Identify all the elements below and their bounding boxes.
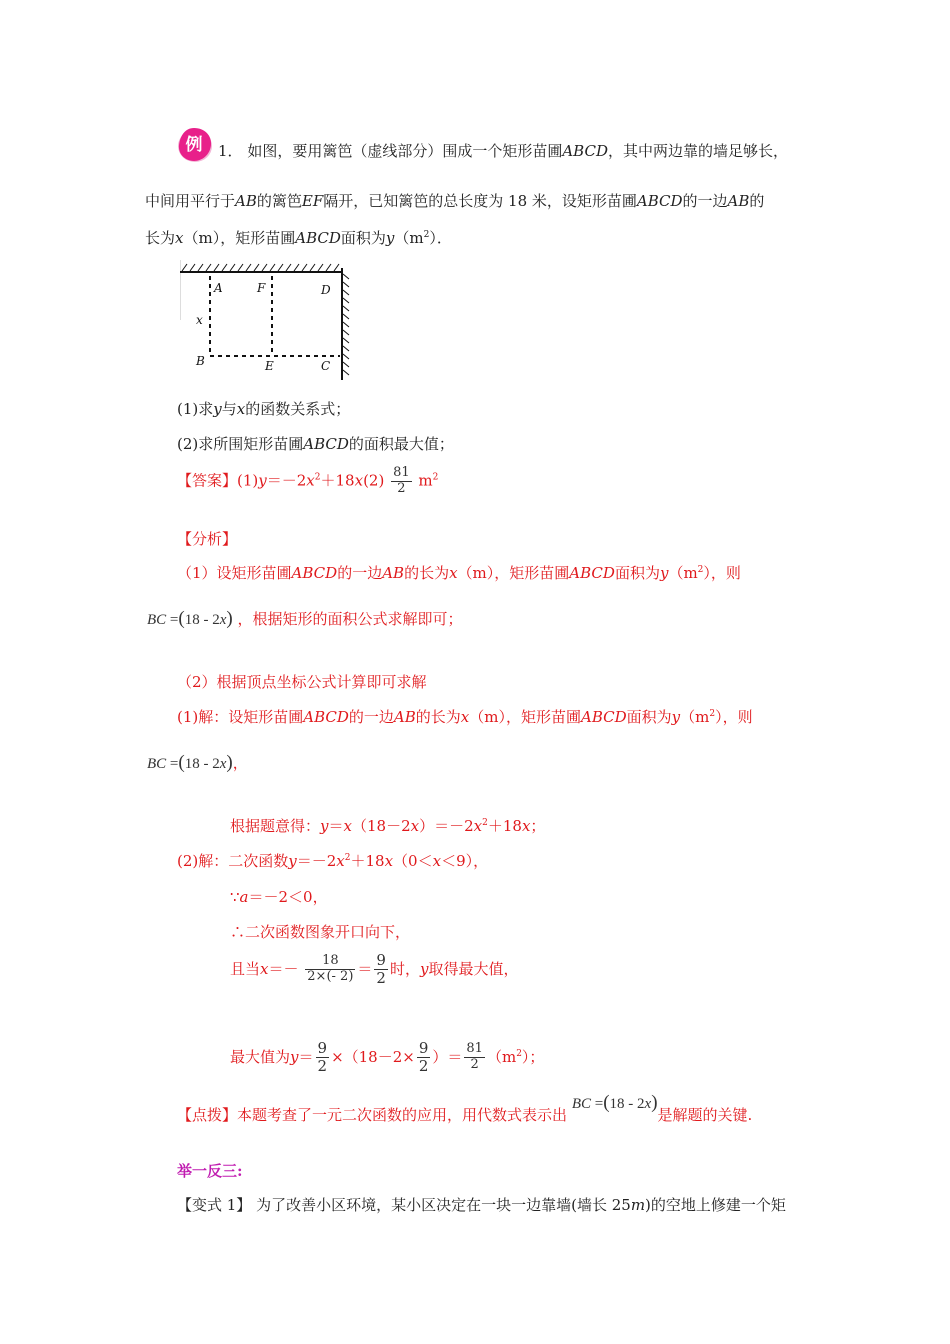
problem-line-1: 1． 如图，要用篱笆（虚线部分）围成一个矩形苗圃ABCD，其中两边靠的墙足够长，: [218, 142, 788, 160]
question-2: (2)求所围矩形苗圃ABCD的面积最大值；: [177, 435, 454, 453]
example-badge: [174, 124, 214, 164]
svg-text:例: 例: [185, 135, 203, 155]
vertex-fraction: $\frac{18}{2\times(- 2)}$: [307, 953, 354, 985]
svg-text:A: A: [214, 281, 223, 295]
answer-fraction: $\frac{81}{2}$: [393, 465, 410, 496]
analysis-line-1: （1）设矩形苗圃ABCD的一边AB的长为x（m），矩形苗圃ABCD面积为$y(m^2)$，则: [177, 564, 741, 582]
solution-line-7: 且当x＝－ $\frac{18}{2\times(- 2)}$ ＝ $\frac{9}{2}$ 时，y取得最大值，: [230, 951, 519, 988]
analysis-line-3: （2）根据顶点坐标公式计算即可求解: [177, 673, 427, 691]
max-fraction-b: $\frac{9}{2}$: [418, 1039, 429, 1076]
tip-line: 【点拨】本题考查了一元二次函数的应用，用代数式表示出 BC =(18 - 2x)是解题的关键.: [177, 1092, 753, 1124]
svg-text:E: E: [265, 359, 274, 373]
solution-line-2: BC =(18 - 2x)，: [147, 752, 248, 773]
tip-label: 【点拨】: [177, 1106, 238, 1124]
solution-line-1: (1)解：设矩形苗圃ABCD的一边AB的长为x（m），矩形苗圃ABCD面积为$y(m^2)$，则: [177, 708, 753, 726]
svg-text:C: C: [321, 359, 331, 373]
question-1: (1)求y与x的函数关系式；: [177, 400, 351, 418]
solution-line-3: 根据题意得：$y=x(18-2x)=-2x^2+18x$；: [230, 817, 546, 835]
figure-diagram: [174, 258, 356, 384]
answer-line: 【答案】$(1)y=-2x^2+18x(2)$ $\frac{81}{2}$ $m^2$: [177, 465, 439, 496]
max-fraction-a: $\frac{9}{2}$: [317, 1039, 328, 1076]
svg-text:B: B: [196, 354, 205, 368]
svg-text:F: F: [257, 281, 266, 295]
example-badge-icon: [174, 124, 214, 164]
variant-line: 【变式 1】 为了改善小区环境，某小区决定在一块一边靠墙(墙长 25m)的空地上修建一个矩: [177, 1196, 786, 1214]
rectangle-figure: [174, 258, 356, 384]
variant-label: 【变式 1】: [177, 1196, 252, 1214]
answer-label: 【答案】: [177, 471, 238, 490]
svg-text:D: D: [321, 283, 331, 297]
svg-text:x: x: [196, 313, 203, 327]
solution-line-6: ∴二次函数图象开口向下，: [230, 923, 411, 941]
solution-line-5: ∵a＝－2＜0，: [230, 888, 328, 906]
practice-heading: 举一反三:: [177, 1162, 243, 1180]
analysis-label: 【分析】: [177, 530, 238, 548]
problem-line-2: 中间用平行于AB的篱笆EF隔开，已知篱笆的总长度为 18 米，设矩形苗圃ABCD的一边AB的: [145, 192, 765, 210]
solution-line-8: 最大值为y＝ $\frac{9}{2}$ ×（18－2× $\frac{9}{2}$ ）＝ $\frac{81}{2}$ $(m^2)$；: [230, 1039, 545, 1076]
problem-line-3: 长为x（m），矩形苗圃ABCD面积为$y(m^2)$．: [145, 229, 452, 247]
nine-halves-fraction: $\frac{9}{2}$: [376, 951, 386, 988]
max-value-fraction: $\frac{81}{2}$: [466, 1041, 483, 1073]
analysis-line-2: BC =(18 - 2x) ，根据矩形的面积公式求解即可；: [147, 608, 463, 629]
solution-line-4: (2)解：二次函数$y=-2x^2+18x(0<x<9)$，: [177, 852, 489, 870]
